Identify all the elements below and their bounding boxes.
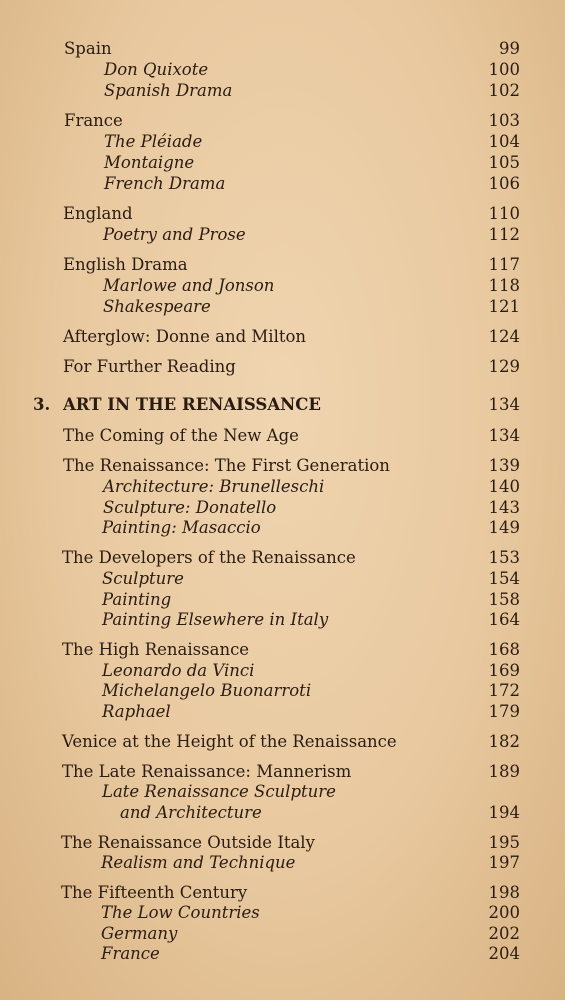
toc-subentry-row (0, 568, 565, 589)
toc-page-number: 202 (488, 924, 520, 943)
toc-subentry-row (0, 781, 565, 802)
toc-subentry-row (0, 173, 565, 194)
toc-entry-row (0, 731, 565, 752)
toc-subentry-row (0, 80, 565, 101)
toc-entry-title: Spain (64, 39, 112, 58)
toc-entry-title: Leonardo da Vinci (102, 661, 255, 680)
toc-page-number: 179 (488, 702, 520, 721)
toc-entry-row (0, 425, 565, 446)
toc-entry-row (0, 639, 565, 660)
toc-page-number: 117 (488, 255, 520, 274)
toc-entry-title: English Drama (63, 255, 188, 274)
toc-subentry-row (0, 943, 565, 964)
toc-subentry-row (0, 497, 565, 518)
toc-page-number: 182 (488, 732, 520, 751)
toc-entry-title: The Fifteenth Century (61, 883, 248, 902)
toc-entry-title: The Pléiade (104, 132, 203, 151)
toc-entry-row (0, 110, 565, 131)
toc-page-number: 104 (488, 132, 520, 151)
toc-page-number: 121 (488, 297, 520, 316)
toc-entry-title: Venice at the Height of the Renaissance (62, 732, 397, 751)
toc-entry-title: Marlowe and Jonson (103, 276, 275, 295)
toc-entry-row (0, 356, 565, 377)
toc-entry-row (0, 832, 565, 853)
toc-subentry-row (0, 476, 565, 497)
toc-entry-title: France (101, 944, 160, 963)
toc-entry-title: For Further Reading (63, 357, 236, 376)
toc-page-number: 103 (488, 111, 520, 130)
toc-entry-title: The Developers of the Renaissance (62, 548, 356, 567)
toc-subentry-row (0, 296, 565, 317)
toc-subentry-row (0, 923, 565, 944)
toc-page-number: 143 (488, 498, 520, 517)
toc-subentry-row (0, 680, 565, 701)
toc-page-number: 110 (488, 204, 520, 223)
toc-page-number: 194 (488, 803, 520, 822)
toc-entry-title: ART IN THE RENAISSANCE (63, 395, 321, 414)
toc-subentry-row (0, 152, 565, 173)
toc-page-number: 172 (488, 681, 520, 700)
toc-entry-row (0, 326, 565, 347)
toc-entry-title: Afterglow: Donne and Milton (63, 327, 307, 346)
toc-page-number: 164 (488, 610, 520, 629)
toc-entry-title: Painting Elsewhere in Italy (102, 610, 329, 629)
toc-entry-row (0, 882, 565, 903)
chapter-number: 3. (33, 395, 51, 414)
toc-entry-title: The Renaissance Outside Italy (61, 833, 315, 852)
toc-entry-title: The Low Countries (101, 903, 260, 922)
toc-entry-title: The Renaissance: The First Generation (63, 456, 390, 475)
toc-entry-title: Sculpture: Donatello (103, 498, 277, 517)
toc-page-number: 195 (488, 833, 520, 852)
toc-page-number: 118 (488, 276, 520, 295)
toc-subentry-row (0, 701, 565, 722)
toc-entry-title: Germany (101, 924, 178, 943)
toc-entry-title: Architecture: Brunelleschi (103, 477, 325, 496)
toc-subentry-row (0, 660, 565, 681)
toc-subentry-row (0, 275, 565, 296)
toc-page-number: 197 (488, 853, 520, 872)
toc-subentry-row (0, 517, 565, 538)
toc-page-number: 106 (488, 174, 520, 193)
toc-page-number: 158 (488, 590, 520, 609)
toc-entry-title: Painting: Masaccio (102, 518, 261, 537)
toc-subentry-row (0, 852, 565, 873)
toc-page-number: 100 (488, 60, 520, 79)
toc-subentry-row (0, 902, 565, 923)
toc-entry-title: France (64, 111, 123, 130)
toc-entry-row (0, 38, 565, 59)
toc-page-number: 200 (488, 903, 520, 922)
toc-page-number: 139 (488, 456, 520, 475)
toc-subentry-row (0, 131, 565, 152)
toc-entry-title: The High Renaissance (62, 640, 250, 659)
toc-entry-title: Shakespeare (103, 297, 211, 316)
toc-page-number: 129 (488, 357, 520, 376)
toc-subentry-row (0, 224, 565, 245)
toc-page-number: 198 (488, 883, 520, 902)
toc-entry-title: Painting (102, 590, 172, 609)
toc-entry-row (0, 761, 565, 782)
toc-subentry-row (0, 59, 565, 80)
toc-chapter-row (0, 394, 565, 415)
toc-entry-title: Michelangelo Buonarroti (102, 681, 312, 700)
toc-page-number: 154 (488, 569, 520, 588)
toc-entry-title: Don Quixote (104, 60, 209, 79)
toc-page-number: 124 (488, 327, 520, 346)
toc-page-number: 153 (488, 548, 520, 567)
toc-entry-title: England (63, 204, 133, 223)
toc-entry-title: Late Renaissance Sculpture (102, 782, 336, 801)
toc-subentry-row (0, 609, 565, 630)
toc-page-number: 140 (488, 477, 520, 496)
toc-entry-row (0, 455, 565, 476)
toc-entry-row (0, 547, 565, 568)
toc-page-number: 102 (488, 81, 520, 100)
toc-page-number: 99 (499, 39, 520, 58)
toc-entry-title: Raphael (102, 702, 171, 721)
toc-page-number: 112 (488, 225, 520, 244)
toc-page-number: 134 (488, 426, 520, 445)
toc-page-number: 105 (488, 153, 520, 172)
toc-entry-title: Spanish Drama (104, 81, 233, 100)
toc-entry-title: and Architecture (120, 803, 262, 822)
toc-entry-title: Realism and Technique (101, 853, 296, 872)
toc-entry-row (0, 254, 565, 275)
toc-entry-title: Poetry and Prose (103, 225, 246, 244)
toc-page-number: 149 (488, 518, 520, 537)
toc-page-number: 168 (488, 640, 520, 659)
toc-subentry-row (0, 589, 565, 610)
toc-page-number: 189 (488, 762, 520, 781)
toc-entry-title: Sculpture (102, 569, 184, 588)
toc-page-number: 134 (488, 395, 520, 414)
toc-entry-title: Montaigne (104, 153, 195, 172)
toc-entry-row (0, 203, 565, 224)
toc-page-number: 204 (488, 944, 520, 963)
toc-subentry-row (0, 802, 565, 823)
toc-entry-title: The Late Renaissance: Mannerism (62, 762, 352, 781)
toc-entry-title: The Coming of the New Age (63, 426, 299, 445)
toc-entry-title: French Drama (104, 174, 226, 193)
toc-page-number: 169 (488, 661, 520, 680)
